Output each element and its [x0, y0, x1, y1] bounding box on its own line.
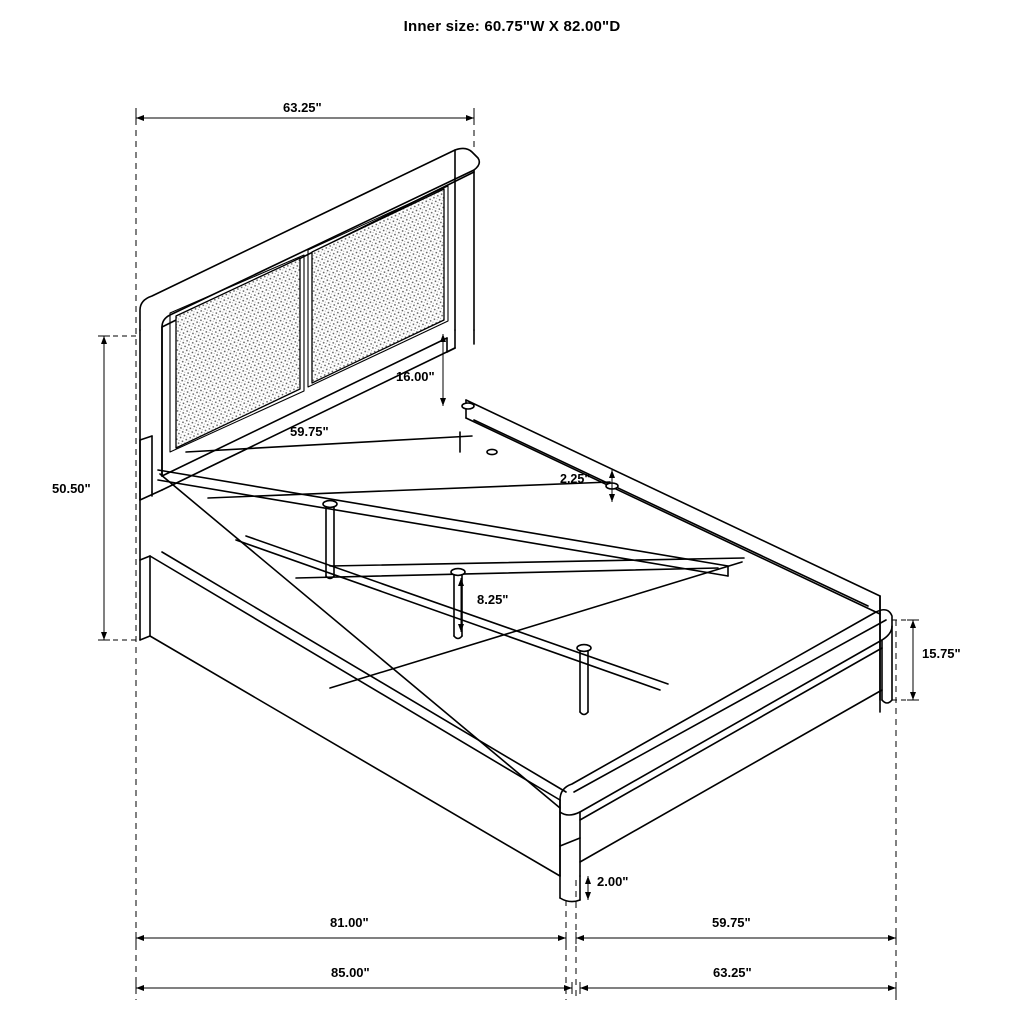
dim-label-overall-width: 63.25": [713, 965, 752, 980]
dim-label-headboard-panel-height: 16.00": [396, 369, 435, 384]
dim-label-headboard-inner-width: 59.75": [290, 424, 329, 439]
dim-label-frame-length: 81.00": [330, 915, 369, 930]
dim-label-footboard-inner-width: 59.75": [712, 915, 751, 930]
dim-label-headboard-width: 63.25": [283, 100, 322, 115]
dim-label-footboard-height: 15.75": [922, 646, 961, 661]
dim-label-overall-length: 85.00": [331, 965, 370, 980]
dim-label-overall-height: 50.50": [52, 481, 91, 496]
page-title: Inner size: 60.75"W X 82.00"D: [403, 18, 621, 35]
dim-label-side-rail-thickness: 2.25": [560, 472, 591, 486]
dim-label-slat-leg-height: 8.25": [477, 592, 509, 607]
dim-label-footboard-foot-height: 2.00": [597, 874, 629, 889]
